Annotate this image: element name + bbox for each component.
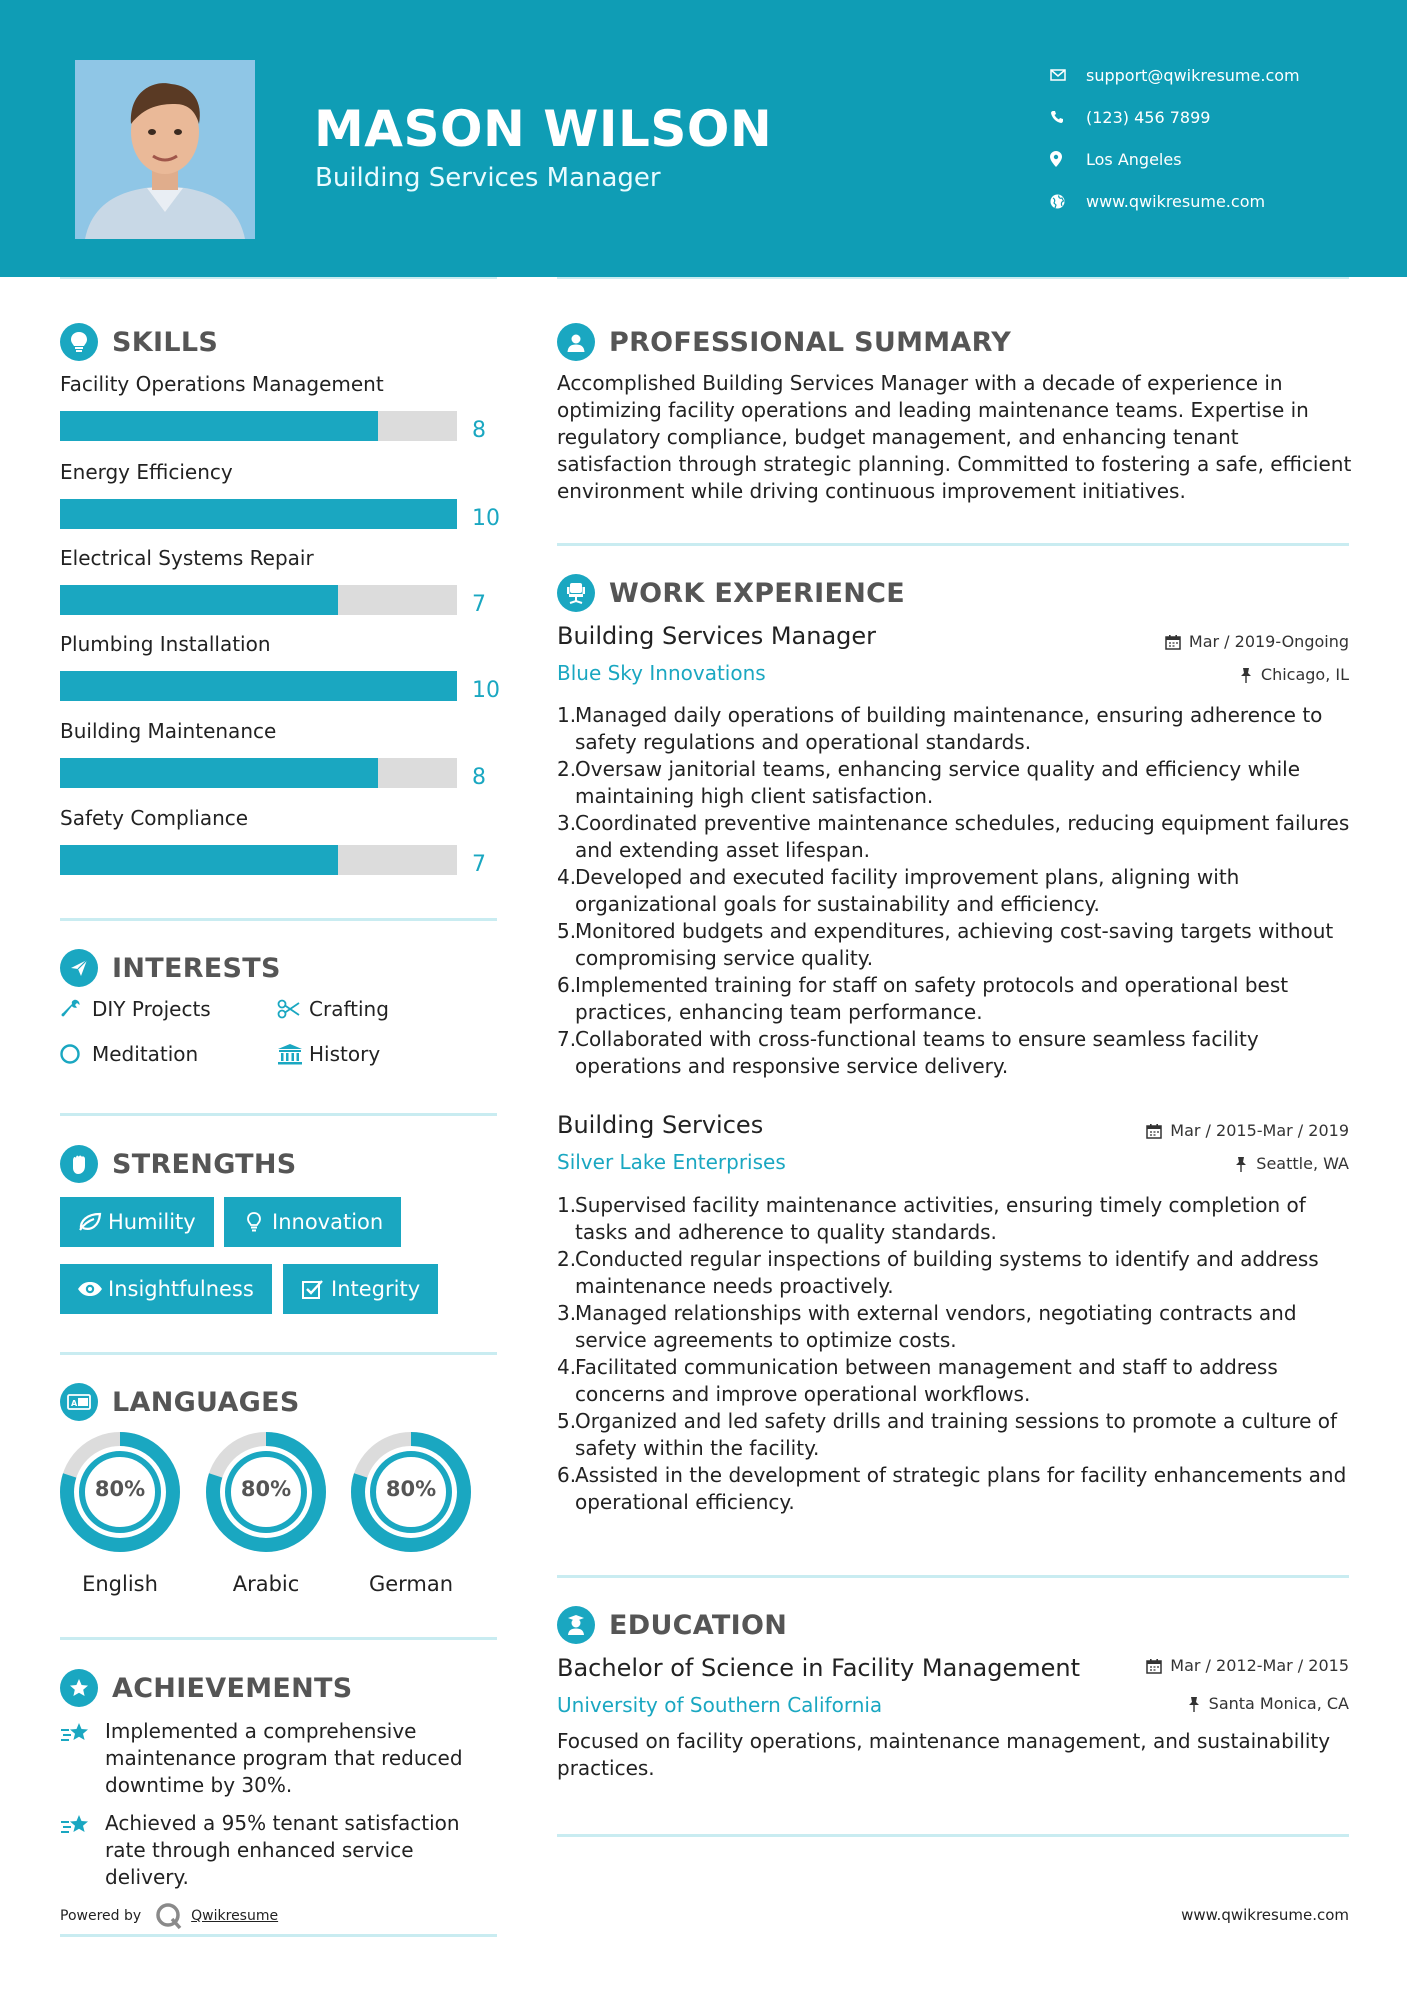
- experience-divider: [557, 1575, 1349, 1578]
- interest-item: History: [277, 1042, 380, 1066]
- bullet-number: 3.: [557, 811, 577, 835]
- interests-heading: INTERESTS: [60, 949, 281, 987]
- job-bullet: [557, 864, 1357, 918]
- language-percent: 80%: [94, 1477, 146, 1501]
- job-bullet: [557, 918, 1357, 972]
- bullet-text: Collaborated with cross-functional teams to ensure seamless facility operations and responsive service delivery.: [575, 1027, 1259, 1078]
- education-dates: Mar / 2012-Mar / 2015: [1146, 1656, 1349, 1675]
- bullet-number: 5.: [557, 1409, 577, 1433]
- language-item: [349, 1430, 473, 1596]
- pushpin-icon: [1239, 667, 1253, 683]
- job-bullet: [557, 810, 1357, 864]
- footer-website[interactable]: www.qwikresume.com: [1181, 1906, 1349, 1924]
- bullet-number: 6.: [557, 1463, 577, 1487]
- skill-label: Electrical Systems Repair: [60, 546, 314, 570]
- education-divider: [557, 1834, 1349, 1837]
- language-item: [58, 1430, 182, 1596]
- raised-fist-icon: [60, 1145, 98, 1183]
- bullet-number: 7.: [557, 1027, 577, 1051]
- job-title: Building Services Manager: [557, 622, 877, 650]
- language-name: Arabic: [232, 1572, 300, 1596]
- museum-icon: [277, 1043, 309, 1065]
- summary-text: Accomplished Building Services Manager with a decade of experience in optimizing facility operations and leading maintenance teams. Expertise in regulatory compliance, budget management, and enhancing tenant satisfaction through strategic planning. Committed to fostering a safe, efficient environment while driving continuous improvement initiatives.: [557, 371, 1352, 503]
- bullet-number: 2.: [557, 1247, 577, 1271]
- bullet-text: Managed relationships with external vendors, negotiating contracts and service agreements to optimize costs.: [575, 1301, 1297, 1352]
- calendar-icon: [1146, 1123, 1162, 1139]
- email-icon: [1050, 69, 1086, 81]
- interests-divider: [60, 1113, 497, 1116]
- bullet-text: Oversaw janitorial teams, enhancing service quality and efficiency while maintaining high client satisfaction.: [575, 757, 1301, 808]
- footer-divider: [60, 1934, 497, 1937]
- calendar-icon: [1146, 1658, 1162, 1674]
- skills-heading: SKILLS: [60, 323, 218, 361]
- qwikresume-link[interactable]: Qwikresume: [191, 1908, 279, 1924]
- qwikresume-logo-icon: [155, 1902, 183, 1930]
- circle-icon: [60, 1043, 92, 1065]
- skill-bar-fill: [60, 499, 457, 529]
- candidate-name: MASON WILSON: [314, 100, 773, 158]
- location-pin-icon: [1050, 151, 1086, 167]
- interest-item: Crafting: [277, 997, 389, 1021]
- achievement-item: Achieved a 95% tenant satisfaction rate through enhanced service delivery.: [60, 1810, 500, 1891]
- company-name: Silver Lake Enterprises: [557, 1150, 786, 1174]
- skill-label: Energy Efficiency: [60, 460, 233, 484]
- shooting-star-icon: [60, 1810, 105, 1891]
- wrench-icon: [60, 998, 92, 1020]
- bullet-number: 5.: [557, 919, 577, 943]
- strengths-heading: STRENGTHS: [60, 1145, 297, 1183]
- achievements-heading: ACHIEVEMENTS: [60, 1669, 353, 1707]
- bullet-number: 3.: [557, 1301, 577, 1325]
- paper-plane-icon: [60, 949, 98, 987]
- bullet-text: Coordinated preventive maintenance schedules, reducing equipment failures and extending asset lifespan.: [575, 811, 1350, 862]
- education-heading: EDUCATION: [557, 1606, 787, 1644]
- skill-value: 7: [472, 852, 486, 877]
- language-name: German: [368, 1572, 454, 1596]
- skill-bar: [60, 671, 457, 701]
- job-bullet: [557, 1192, 1357, 1246]
- skill-bar: [60, 845, 457, 875]
- job-bullet-list: [557, 702, 1357, 1080]
- job-location: Chicago, IL: [1239, 665, 1349, 684]
- lightbulb-icon: [60, 323, 98, 361]
- language-name: English: [82, 1572, 158, 1596]
- skill-item: [60, 719, 500, 790]
- user-icon: [557, 323, 595, 361]
- skill-value: 10: [472, 678, 500, 703]
- calendar-icon: [1165, 634, 1181, 650]
- skill-bar-fill: [60, 671, 457, 701]
- contact-phone[interactable]: (123) 456 7899: [1050, 96, 1300, 138]
- phone-icon: [1050, 110, 1086, 124]
- checkbox-icon: [295, 1279, 331, 1299]
- scissors-icon: [277, 999, 309, 1019]
- skill-bar-fill: [60, 758, 378, 788]
- bullet-text: Monitored budgets and expenditures, achieving cost-saving targets without compromising service quality.: [575, 919, 1334, 970]
- skill-bar-fill: [60, 411, 378, 441]
- bullet-number: 1.: [557, 703, 577, 727]
- bullet-text: Developed and executed facility improvement plans, aligning with organizational goals for sustainability and efficiency.: [575, 865, 1240, 916]
- job-bullet: [557, 1462, 1357, 1516]
- summary-heading: PROFESSIONAL SUMMARY: [557, 323, 1011, 361]
- header-divider-right: [557, 277, 1349, 279]
- bullet-text: Supervised facility maintenance activities, ensuring timely completion of tasks and adherence to quality standards.: [575, 1193, 1306, 1244]
- experience-heading: WORK EXPERIENCE: [557, 574, 905, 612]
- contact-location: Los Angeles: [1050, 138, 1300, 180]
- job-dates: Mar / 2019-Ongoing: [1165, 632, 1349, 651]
- job-bullet: [557, 702, 1357, 756]
- pushpin-icon: [1187, 1696, 1201, 1712]
- school-name: University of Southern California: [557, 1693, 883, 1717]
- job-bullet: [557, 1246, 1357, 1300]
- strengths-divider: [60, 1352, 497, 1355]
- candidate-title: Building Services Manager: [315, 163, 661, 193]
- company-name: Blue Sky Innovations: [557, 661, 766, 685]
- languages-divider: [60, 1637, 497, 1640]
- skill-item: [60, 806, 500, 877]
- skill-item: [60, 546, 500, 617]
- powered-by: Powered by Qwikresume: [60, 1902, 278, 1930]
- language-item: [204, 1430, 328, 1596]
- skill-bar: [60, 411, 457, 441]
- skills-divider: [60, 918, 497, 921]
- job-dates: Mar / 2015-Mar / 2019: [1146, 1121, 1349, 1140]
- strength-chip: Innovation: [224, 1197, 401, 1247]
- language-percent: 80%: [240, 1477, 292, 1501]
- svg-text:A: A: [71, 1399, 78, 1408]
- bullet-number: 6.: [557, 973, 577, 997]
- office-chair-icon: [557, 574, 595, 612]
- resume-header: [0, 0, 1407, 277]
- language-card-icon: [60, 1383, 98, 1421]
- bullet-number: 2.: [557, 757, 577, 781]
- skill-value: 7: [472, 592, 486, 617]
- bullet-text: Organized and led safety drills and training sessions to promote a culture of safety within the facility.: [575, 1409, 1338, 1460]
- contact-list: [1050, 54, 1300, 222]
- globe-icon: [1050, 194, 1086, 209]
- shooting-star-icon: [60, 1718, 105, 1799]
- bullet-number: 4.: [557, 865, 577, 889]
- job-bullet: [557, 756, 1357, 810]
- education-location: Santa Monica, CA: [1187, 1694, 1349, 1713]
- contact-email[interactable]: support@qwikresume.com: [1050, 54, 1300, 96]
- strength-chip: Integrity: [283, 1264, 438, 1314]
- leaf-icon: [72, 1212, 108, 1232]
- job-bullet: [557, 972, 1357, 1026]
- job-location: Seattle, WA: [1234, 1154, 1349, 1173]
- graduate-icon: [557, 1606, 595, 1644]
- skill-bar-fill: [60, 845, 338, 875]
- skill-item: [60, 632, 500, 703]
- skill-bar: [60, 758, 457, 788]
- job-bullet: [557, 1408, 1357, 1462]
- skill-label: Safety Compliance: [60, 806, 249, 830]
- degree-title: Bachelor of Science in Facility Management: [557, 1654, 1080, 1682]
- star-badge-icon: [60, 1669, 98, 1707]
- job-bullet-list: [557, 1192, 1357, 1516]
- skill-value: 8: [472, 765, 486, 790]
- job-bullet: [557, 1026, 1357, 1080]
- skill-label: Plumbing Installation: [60, 632, 271, 656]
- achievement-item: Implemented a comprehensive maintenance program that reduced downtime by 30%.: [60, 1718, 500, 1799]
- bullet-text: Assisted in the development of strategic plans for facility enhancements and operational efficiency.: [575, 1463, 1347, 1514]
- skill-value: 10: [472, 506, 500, 531]
- language-percent: 80%: [385, 1477, 437, 1501]
- profile-photo: [75, 60, 255, 239]
- skill-item: [60, 460, 500, 531]
- lightbulb-icon: [236, 1211, 272, 1233]
- strength-chip: Humility: [60, 1197, 214, 1247]
- interest-item: Meditation: [60, 1042, 198, 1066]
- strength-chip: Insightfulness: [60, 1264, 272, 1314]
- bullet-number: 1.: [557, 1193, 577, 1217]
- skill-label: Building Maintenance: [60, 719, 277, 743]
- contact-website[interactable]: www.qwikresume.com: [1050, 180, 1300, 222]
- skill-bar: [60, 585, 457, 615]
- skill-label: Facility Operations Management: [60, 372, 384, 396]
- summary-divider: [557, 543, 1349, 546]
- eye-icon: [72, 1281, 108, 1297]
- skill-value: 8: [472, 418, 486, 443]
- skill-bar: [60, 499, 457, 529]
- languages-heading: A LANGUAGES: [60, 1383, 300, 1421]
- bullet-text: Managed daily operations of building maintenance, ensuring adherence to safety regulations and operational standards.: [575, 703, 1323, 754]
- bullet-text: Conducted regular inspections of building systems to identify and address maintenance needs proactively.: [575, 1247, 1319, 1298]
- pushpin-icon: [1234, 1156, 1248, 1172]
- education-description: Focused on facility operations, maintenance management, and sustainability practices.: [557, 1729, 1331, 1780]
- bullet-text: Implemented training for staff on safety protocols and operational best practices, enhancing team performance.: [575, 973, 1289, 1024]
- interest-item: DIY Projects: [60, 997, 211, 1021]
- skill-item: [60, 372, 500, 443]
- job-title: Building Services: [557, 1111, 764, 1139]
- skill-bar-fill: [60, 585, 338, 615]
- job-bullet: [557, 1300, 1357, 1354]
- bullet-text: Facilitated communication between management and staff to address concerns and improve operational workflows.: [575, 1355, 1278, 1406]
- header-divider-left: [60, 277, 497, 279]
- bullet-number: 4.: [557, 1355, 577, 1379]
- job-bullet: [557, 1354, 1357, 1408]
